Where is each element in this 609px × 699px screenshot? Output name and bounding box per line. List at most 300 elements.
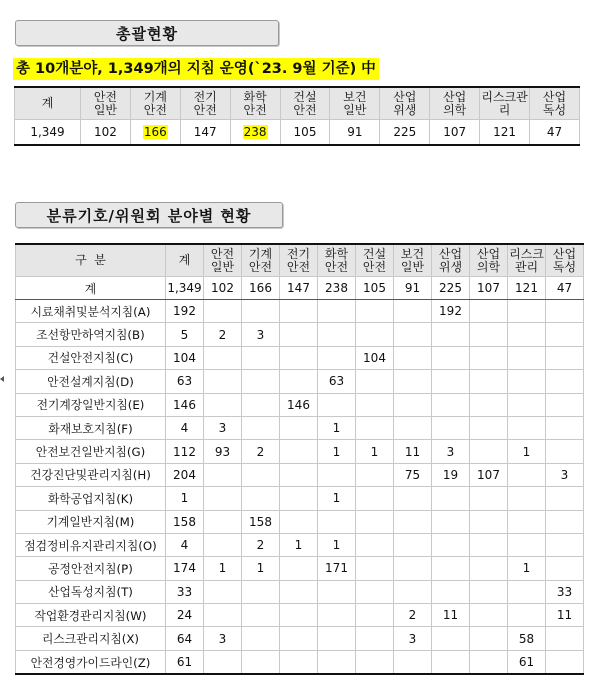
summary-value: 147 (193, 125, 217, 139)
category-row-label: 조선항만하역지침(B) (16, 323, 166, 346)
category-row-label: 안전경영가이드라인(Z) (16, 650, 166, 674)
category-row-value (280, 557, 318, 580)
category-row-value (470, 416, 508, 439)
category-row-label: 작업환경관리지침(W) (16, 604, 166, 627)
category-total-row-value: 147 (280, 277, 318, 300)
category-row-value (356, 416, 394, 439)
category-row-value: 146 (166, 393, 204, 416)
category-total-row (16, 277, 584, 300)
category-header-text: 안전 (324, 259, 349, 274)
category-header-cell (166, 244, 204, 277)
summary-header-cell (430, 87, 480, 120)
category-row (16, 370, 584, 393)
category-total-row-label: 계 (16, 277, 166, 300)
category-row-value: 158 (242, 510, 280, 533)
category-row-value: 11 (546, 604, 584, 627)
category-row-value: 204 (166, 463, 204, 486)
category-row-value (546, 393, 584, 416)
category-row-value (204, 533, 242, 556)
category-row-value: 104 (166, 346, 204, 369)
category-row-value (470, 346, 508, 369)
category-row-value (470, 533, 508, 556)
category-table (15, 243, 584, 675)
category-row-label: 점검정비유지관리지침(O) (16, 533, 166, 556)
category-row-value (318, 393, 356, 416)
category-row-value: 11 (432, 604, 470, 627)
category-row (16, 557, 584, 580)
category-row-value: 2 (242, 533, 280, 556)
category-row-value (356, 627, 394, 650)
category-row-value (204, 463, 242, 486)
category-row (16, 463, 584, 486)
category-header-text: 위생 (438, 259, 463, 274)
category-total-row-value: 47 (546, 277, 584, 300)
category-row-value: 174 (166, 557, 204, 580)
category-row-value (508, 487, 546, 510)
summary-header-cell (180, 87, 230, 120)
summary-header-cell (15, 87, 81, 120)
category-header-text: 화학 (324, 246, 349, 261)
category-row-value (394, 580, 432, 603)
summary-value-cell (380, 120, 430, 146)
summary-header-text: 화학 (243, 89, 267, 104)
category-row-value (318, 604, 356, 627)
category-header-cell (508, 244, 546, 277)
category-row-value (394, 557, 432, 580)
category-header-text: 리스크 (509, 246, 544, 261)
category-row-value (508, 416, 546, 439)
category-row-value (242, 300, 280, 323)
summary-value-cell (480, 120, 530, 146)
category-header-cell (432, 244, 470, 277)
summary-header-text: 산업 (443, 89, 467, 104)
category-row-value (356, 393, 394, 416)
category-row-value (318, 300, 356, 323)
category-row-value (280, 487, 318, 510)
category-row-value (242, 487, 280, 510)
category-row-value (318, 323, 356, 346)
summary-header-cell (330, 87, 380, 120)
category-total-row-value: 102 (204, 277, 242, 300)
summary-value: 107 (443, 125, 467, 139)
summary-section-title: 총괄현황 (15, 20, 279, 46)
category-row (16, 300, 584, 323)
category-row-value: 3 (394, 627, 432, 650)
margin-marker (0, 376, 4, 382)
category-row-value (508, 393, 546, 416)
category-row-value: 61 (166, 650, 204, 674)
category-row (16, 650, 584, 674)
category-row-value (356, 463, 394, 486)
category-row-value (318, 650, 356, 674)
category-row-label: 전기계장일반지침(E) (16, 393, 166, 416)
category-row-value (508, 463, 546, 486)
summary-value-cell (15, 120, 81, 146)
category-row-value: 93 (204, 440, 242, 463)
summary-value: 47 (546, 125, 563, 139)
category-row-value: 58 (508, 627, 546, 650)
summary-header-text: 산업 (542, 89, 567, 104)
category-row-value (432, 323, 470, 346)
category-row (16, 393, 584, 416)
category-row-value: 19 (432, 463, 470, 486)
category-row-value (280, 440, 318, 463)
category-header-text: 산업 (438, 246, 463, 261)
category-header-cell (356, 244, 394, 277)
category-header-text: 안전 (248, 259, 273, 274)
category-row-value (242, 463, 280, 486)
category-total-row-value: 225 (432, 277, 470, 300)
category-row (16, 487, 584, 510)
category-row-value (546, 440, 584, 463)
category-row-value (356, 300, 394, 323)
category-row-value (470, 627, 508, 650)
category-row-value (432, 580, 470, 603)
category-row-value (318, 580, 356, 603)
category-total-row-value: 166 (242, 277, 280, 300)
category-row-value (508, 370, 546, 393)
category-row-value (356, 323, 394, 346)
category-row (16, 580, 584, 603)
category-row-value: 171 (318, 557, 356, 580)
category-row-value (242, 650, 280, 674)
category-row-value (318, 463, 356, 486)
category-row-value (356, 557, 394, 580)
category-row-value: 192 (432, 300, 470, 323)
category-row-value: 2 (242, 440, 280, 463)
category-row-value (242, 393, 280, 416)
category-row (16, 346, 584, 369)
category-header-text: 산업 (552, 246, 577, 261)
category-row-value (356, 580, 394, 603)
category-header-text: 관리 (514, 259, 539, 274)
summary-value: 238 (243, 125, 267, 139)
category-row-label: 공정안전지침(P) (16, 557, 166, 580)
category-row-value: 33 (166, 580, 204, 603)
summary-value: 1,349 (30, 125, 65, 139)
category-row-value (280, 510, 318, 533)
category-section-title: 분류기호/위원회 분야별 현황 (15, 202, 283, 228)
category-row-value: 3 (242, 323, 280, 346)
summary-header-cell (130, 87, 180, 120)
category-row-value: 3 (204, 416, 242, 439)
summary-value-cell (130, 120, 180, 146)
category-row-value (432, 533, 470, 556)
category-row-value (204, 370, 242, 393)
summary-header-cell (81, 87, 131, 120)
category-row-value: 63 (318, 370, 356, 393)
category-row-value (508, 533, 546, 556)
summary-value-cell (81, 120, 131, 146)
category-row-value (394, 510, 432, 533)
category-row-value (508, 323, 546, 346)
category-row-value: 3 (204, 627, 242, 650)
category-first-header: 구 분 (16, 244, 166, 277)
category-header-cell (394, 244, 432, 277)
category-row-value (242, 346, 280, 369)
category-row-value (356, 487, 394, 510)
category-row-value (280, 650, 318, 674)
category-row-value (242, 580, 280, 603)
summary-headline: 총 10개분야, 1,349개의 지침 운영(`23. 9월 기준) 中 (13, 58, 379, 80)
category-row (16, 440, 584, 463)
category-header-cell (280, 244, 318, 277)
category-header-text: 계 (178, 253, 191, 267)
summary-header-text: 안전 (293, 102, 317, 117)
category-row-value (356, 650, 394, 674)
category-row-value: 112 (166, 440, 204, 463)
summary-header-cell (530, 87, 580, 120)
category-row-value (432, 393, 470, 416)
category-row-value (318, 510, 356, 533)
category-row-value (508, 580, 546, 603)
summary-header-text: 일반 (343, 102, 367, 117)
category-row-value (432, 627, 470, 650)
summary-header-text: 일반 (93, 102, 118, 117)
category-row (16, 416, 584, 439)
category-header-text: 일반 (210, 259, 235, 274)
category-row-value (204, 346, 242, 369)
category-row-value (546, 533, 584, 556)
category-row-value: 1 (166, 487, 204, 510)
category-header-text: 안전 (362, 259, 387, 274)
summary-header-text: 건설 (293, 89, 317, 104)
category-row-value: 1 (508, 440, 546, 463)
category-row-value: 1 (242, 557, 280, 580)
category-row-value: 63 (166, 370, 204, 393)
summary-value-cell (280, 120, 330, 146)
category-row-value (204, 300, 242, 323)
category-total-row-value: 107 (470, 277, 508, 300)
category-row-value (394, 300, 432, 323)
summary-header-cell (380, 87, 430, 120)
category-row-value (470, 487, 508, 510)
category-row-value (394, 393, 432, 416)
category-row-label: 화학공업지침(K) (16, 487, 166, 510)
category-header-cell (546, 244, 584, 277)
summary-header-cell (230, 87, 280, 120)
category-row-value (280, 300, 318, 323)
category-header-row (16, 244, 584, 277)
category-row-value: 2 (204, 323, 242, 346)
category-row-value (470, 510, 508, 533)
category-header-text: 안전 (286, 259, 311, 274)
category-header-text: 기계 (248, 246, 273, 261)
summary-value-cell (230, 120, 280, 146)
category-row-value: 1 (318, 533, 356, 556)
summary-header-text: 리 (498, 102, 511, 117)
category-row-label: 안전설계지침(D) (16, 370, 166, 393)
category-row-value: 5 (166, 323, 204, 346)
category-row-value (546, 300, 584, 323)
category-row-value: 64 (166, 627, 204, 650)
category-header-text: 안전 (210, 246, 235, 261)
category-row-value (546, 416, 584, 439)
category-row-value: 1 (508, 557, 546, 580)
summary-table (14, 86, 580, 146)
category-row (16, 533, 584, 556)
category-row-value (546, 510, 584, 533)
category-row-value (204, 604, 242, 627)
category-total-row-value: 105 (356, 277, 394, 300)
category-row-value (508, 604, 546, 627)
category-row-value (432, 650, 470, 674)
category-row-value: 1 (204, 557, 242, 580)
category-row-value: 146 (280, 393, 318, 416)
summary-value-cell (530, 120, 580, 146)
category-row-value: 4 (166, 533, 204, 556)
category-row-value (242, 416, 280, 439)
category-row-value: 107 (470, 463, 508, 486)
category-header-cell (242, 244, 280, 277)
category-row-label: 건설안전지침(C) (16, 346, 166, 369)
category-row-value: 1 (318, 416, 356, 439)
category-row-value: 1 (356, 440, 394, 463)
category-row-value (432, 557, 470, 580)
category-row-value (470, 557, 508, 580)
category-row-value (432, 346, 470, 369)
category-row-value (546, 627, 584, 650)
summary-header-cell (480, 87, 530, 120)
category-row-value: 158 (166, 510, 204, 533)
category-row-value: 1 (280, 533, 318, 556)
summary-header-cell (280, 87, 330, 120)
category-row-value (432, 487, 470, 510)
category-row-label: 안전보건일반지침(G) (16, 440, 166, 463)
category-row-value (546, 346, 584, 369)
category-row-value (546, 487, 584, 510)
category-row-value (280, 463, 318, 486)
category-row (16, 510, 584, 533)
category-row-value (546, 323, 584, 346)
category-row-value (356, 533, 394, 556)
category-row-value (356, 370, 394, 393)
category-row-value (204, 393, 242, 416)
summary-value: 105 (293, 125, 317, 139)
category-row-value (470, 323, 508, 346)
category-row-label: 건강진단및관리지침(H) (16, 463, 166, 486)
category-row (16, 604, 584, 627)
category-row (16, 323, 584, 346)
summary-value: 102 (93, 125, 117, 139)
category-row-value: 11 (394, 440, 432, 463)
category-row-value: 1 (318, 440, 356, 463)
summary-value-cell (430, 120, 480, 146)
category-row-value (470, 650, 508, 674)
summary-header-text: 계 (41, 96, 54, 110)
category-row-value (394, 370, 432, 393)
summary-header-text: 안전 (243, 102, 267, 117)
category-row-value: 1 (318, 487, 356, 510)
category-row-value (394, 487, 432, 510)
category-row-value (394, 416, 432, 439)
category-header-cell (204, 244, 242, 277)
category-row-value: 2 (394, 604, 432, 627)
category-row-value: 75 (394, 463, 432, 486)
category-row-value (242, 370, 280, 393)
category-row-label: 시료채취및분석지침(A) (16, 300, 166, 323)
category-row-value: 24 (166, 604, 204, 627)
category-total-row-value: 121 (508, 277, 546, 300)
category-row-value (546, 557, 584, 580)
summary-header-text: 안전 (93, 89, 118, 104)
category-row-value (470, 393, 508, 416)
category-row-value: 4 (166, 416, 204, 439)
category-header-cell (318, 244, 356, 277)
category-row-value (318, 627, 356, 650)
summary-value-cell (180, 120, 230, 146)
category-header-text: 전기 (286, 246, 311, 261)
summary-header-text: 의학 (443, 102, 467, 117)
category-row-label: 산업독성지침(T) (16, 580, 166, 603)
category-row (16, 627, 584, 650)
summary-header-row (15, 87, 580, 120)
category-row-value (280, 370, 318, 393)
category-row-value (280, 416, 318, 439)
category-row-value (432, 510, 470, 533)
category-row-value (280, 323, 318, 346)
category-row-value (470, 604, 508, 627)
category-header-text: 건설 (362, 246, 387, 261)
category-row-value: 61 (508, 650, 546, 674)
category-row-value (470, 370, 508, 393)
summary-value: 121 (493, 125, 517, 139)
category-header-text: 일반 (400, 259, 425, 274)
category-row-value (546, 650, 584, 674)
category-total-row-value: 91 (394, 277, 432, 300)
category-row-value (394, 323, 432, 346)
category-row-value (546, 370, 584, 393)
summary-value: 166 (143, 125, 167, 139)
category-header-text: 의학 (476, 259, 501, 274)
category-header-cell (470, 244, 508, 277)
category-row-value: 3 (432, 440, 470, 463)
summary-header-text: 보건 (343, 89, 367, 104)
summary-value-row (15, 120, 580, 146)
category-total-row-value: 1,349 (166, 277, 204, 300)
summary-header-text: 독성 (542, 102, 567, 117)
category-row-value (318, 346, 356, 369)
category-row-value (432, 416, 470, 439)
category-row-label: 기계일반지침(M) (16, 510, 166, 533)
summary-header-text: 기계 (143, 89, 167, 104)
category-header-text: 독성 (552, 259, 577, 274)
summary-header-text: 위생 (393, 102, 417, 117)
summary-value: 91 (347, 125, 363, 139)
summary-header-text: 안전 (193, 102, 217, 117)
category-row-value (280, 580, 318, 603)
category-row-value (280, 346, 318, 369)
category-total-row-value: 238 (318, 277, 356, 300)
category-row-label: 화재보호지침(F) (16, 416, 166, 439)
category-row-value (394, 533, 432, 556)
category-row-value: 104 (356, 346, 394, 369)
category-row-value (470, 580, 508, 603)
category-row-value (394, 346, 432, 369)
category-row-value (356, 510, 394, 533)
summary-value: 225 (393, 125, 417, 139)
category-row-value (508, 300, 546, 323)
summary-value-cell (330, 120, 380, 146)
category-header-text: 보건 (400, 246, 425, 261)
category-row-value (242, 604, 280, 627)
category-header-text: 산업 (476, 246, 501, 261)
category-row-value (204, 650, 242, 674)
category-row-value: 3 (546, 463, 584, 486)
category-row-label: 리스크관리지침(X) (16, 627, 166, 650)
category-row-value (356, 604, 394, 627)
category-row-value: 192 (166, 300, 204, 323)
